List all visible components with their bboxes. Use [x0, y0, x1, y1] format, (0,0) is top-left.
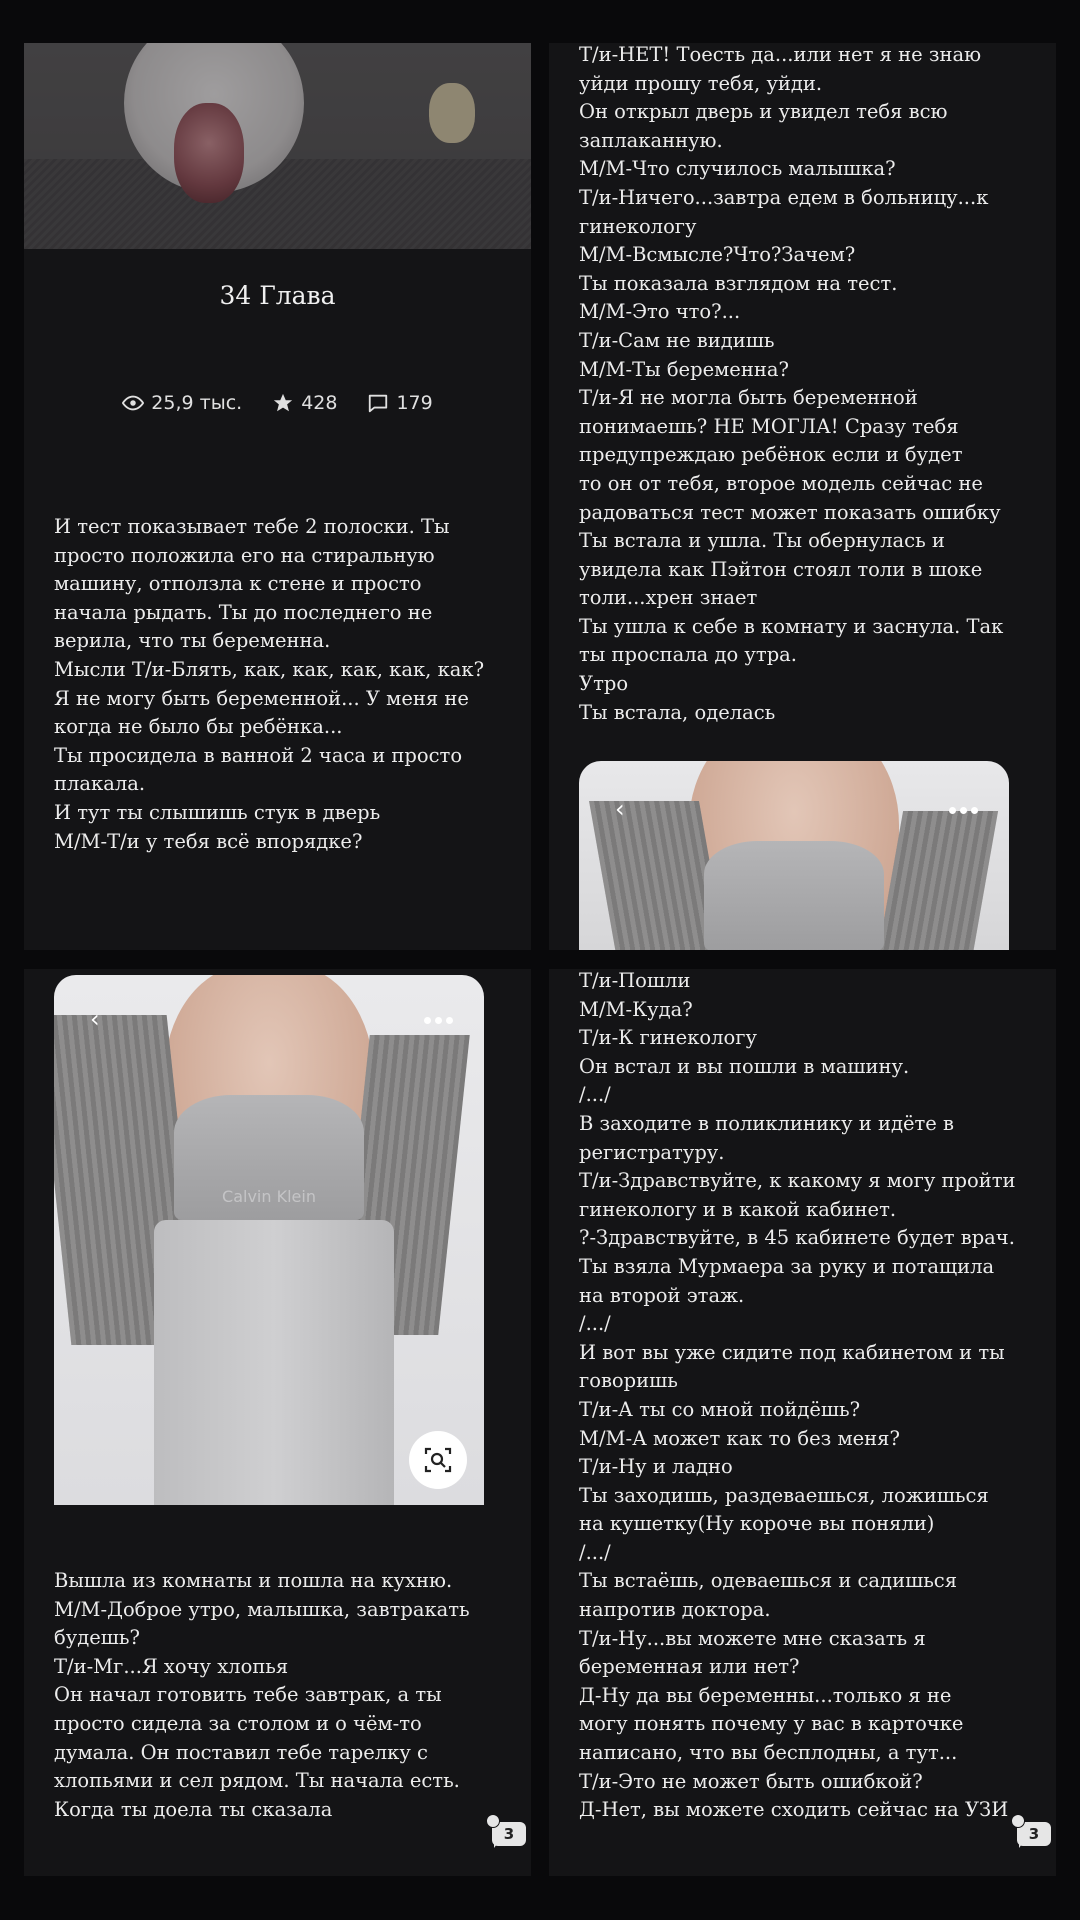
comment-count-badge[interactable]: 3 [1017, 1816, 1053, 1848]
text-line: Ты ушла к себе в комнату и заснула. Так [579, 614, 1004, 638]
text-line: М/М-Всмысле?Что?Зачем? [579, 243, 856, 267]
views-stat [122, 392, 242, 414]
text-line: /.../ [579, 1312, 611, 1336]
text-line: И тут ты слышишь стук в дверь [54, 800, 381, 824]
text-line: Т/и-Ну и ладно [579, 1455, 733, 1479]
comment-icon [367, 392, 389, 414]
story-panel-2 [549, 43, 1056, 950]
text-line: говоришь [579, 1369, 678, 1393]
text-line: будешь? [54, 1626, 140, 1650]
text-line: М/М-Это что?... [579, 300, 741, 324]
text-line: М/М-Что случилось малышка? [579, 157, 896, 181]
chapter-stats [24, 392, 531, 414]
story-panel-1 [24, 43, 531, 950]
text-line: понимаешь? НЕ МОГЛА! Сразу тебя [579, 414, 959, 438]
text-line: просто положила его на стиральную [54, 543, 435, 567]
text-line: М/М-Доброе утро, малышка, завтракать [54, 1597, 470, 1621]
text-line: Когда ты доела ты сказала [54, 1797, 333, 1821]
text-line: Ты просидела в ванной 2 часа и просто [54, 743, 463, 767]
text-line: Ты показала взглядом на тест. [579, 271, 898, 295]
text-line: ты проспала до утра. [579, 643, 797, 667]
text-line: Ты встала, оделась [579, 700, 776, 724]
text-line: на кушетку(Ну короче вы поняли) [579, 1512, 935, 1536]
lens-search-icon [423, 1445, 453, 1475]
text-line: могу понять почему у вас в карточке [579, 1712, 964, 1736]
text-line: Т/и-А ты со мной пойдёшь? [579, 1397, 861, 1421]
text-line: В заходите в поликлинику и идёте в [579, 1111, 955, 1135]
text-line: Т/и-Я не могла быть беременной [579, 386, 918, 410]
story-panel-4 [549, 969, 1056, 1876]
text-line: Т/и-Ну...вы можете мне сказать я [579, 1626, 926, 1650]
text-line: предупреждаю ребёнок если и будет [579, 443, 963, 467]
text-line: И тест показывает тебе 2 полоски. Ты [54, 515, 450, 538]
star-icon [272, 392, 294, 414]
text-line: заплаканную. [579, 128, 723, 152]
text-line: думала. Он поставил тебе тарелку с [54, 1740, 428, 1764]
text-line: написано, что вы бесплодны, а тут... [579, 1741, 958, 1765]
text-line: просто сидела за столом и о чём-то [54, 1711, 422, 1735]
text-line: Он начал готовить тебе завтрак, а ты [54, 1683, 442, 1707]
back-icon[interactable]: ‹ [615, 795, 625, 823]
text-line: плакала. [54, 772, 146, 796]
story-panel-3 [24, 969, 531, 1876]
text-line: регистратуру. [579, 1140, 725, 1164]
text-line: Ты встала и ушла. Ты обернулась и [579, 529, 945, 553]
text-line: уйди прошу тебя, уйди. [579, 71, 823, 95]
text-line: Ты заходишь, раздеваешься, ложишься [579, 1483, 989, 1507]
story-text-2 [579, 43, 1003, 727]
text-line: Ты взяла Мурмаера за руку и потащила [579, 1254, 995, 1278]
text-line: Т/и-Здравствуйте, к какому я могу пройти [579, 1169, 1016, 1193]
more-options-icon[interactable] [949, 807, 978, 814]
chapter-title: 34 Глава [219, 281, 336, 310]
more-options-icon[interactable] [424, 1017, 453, 1024]
text-line: Я не могу быть беременной... У меня не [54, 686, 469, 710]
text-line: гинекологу [579, 214, 697, 238]
text-line: то он от тебя, второе модель сейчас не [579, 471, 983, 495]
text-line: Он встал и вы пошли в машину. [579, 1054, 910, 1078]
text-line: Он открыл дверь и увидел тебя всю [579, 100, 948, 124]
story-text-4 [579, 969, 1016, 1825]
visual-search-button[interactable] [409, 1431, 467, 1489]
comments-stat[interactable] [367, 392, 432, 414]
text-line: увидела как Пэйтон стоял толи в шоке [579, 557, 983, 581]
text-line: начала рыдать. Ты до последнего не [54, 600, 433, 624]
text-line: Д-Ну да вы беременны...только я не [579, 1683, 952, 1707]
text-line: Ты встаёшь, одеваешься и садишься [579, 1569, 958, 1593]
text-line: М/М-А может как то без меня? [579, 1426, 900, 1450]
outfit-photo-preview [579, 761, 1009, 950]
text-line: М/М-Куда? [579, 997, 693, 1021]
stars-stat[interactable] [272, 392, 337, 414]
text-line: радоваться тест может показать ошибку [579, 500, 1001, 524]
views-count: 25,9 тыс. [151, 392, 243, 414]
text-line: верила, что ты беременна. [54, 629, 331, 653]
text-line: Мысли Т/и-Блять, как, как, как, как, как? [54, 657, 485, 681]
text-line: Т/и-НЕТ! Тоесть да...или нет я не знаю [579, 43, 982, 66]
stars-count: 428 [301, 392, 338, 414]
text-line: Т/и-Мг...Я хочу хлопья [54, 1654, 289, 1678]
text-line: Т/и-Пошли [579, 969, 691, 992]
comments-count: 179 [396, 392, 433, 414]
brand-text: Calvin Klein [222, 1187, 316, 1206]
story-text-3 [54, 1567, 470, 1824]
text-line: машину, отползла к стене и просто [54, 572, 422, 596]
text-line: Т/и-Сам не видишь [579, 328, 775, 352]
text-line: толи...хрен знает [579, 586, 758, 610]
text-line: Т/и-Ничего...завтра едем в больницу...к [579, 185, 989, 209]
text-line: Д-Нет, вы можете сходить сейчас на УЗИ [579, 1798, 1009, 1822]
text-line: М/М-Ты беременна? [579, 357, 789, 381]
cover-image [24, 43, 531, 249]
story-text-1 [54, 513, 484, 856]
text-line: М/М-Т/и у тебя всё впорядке? [54, 829, 363, 853]
text-line: /.../ [579, 1083, 611, 1107]
comment-count-badge[interactable]: 3 [492, 1816, 528, 1848]
text-line: Утро [579, 672, 629, 696]
text-line: беременная или нет? [579, 1655, 800, 1679]
text-line: на второй этаж. [579, 1283, 745, 1307]
text-line: когда не было бы ребёнка... [54, 715, 343, 739]
outfit-photo [54, 975, 484, 1505]
text-line: Т/и-К гинекологу [579, 1026, 757, 1050]
back-icon[interactable]: ‹ [90, 1005, 100, 1033]
text-line: напротив доктора. [579, 1598, 771, 1622]
text-line: /.../ [579, 1540, 611, 1564]
text-line: ?-Здравствуйте, в 45 кабинете будет врач. [579, 1226, 1015, 1250]
text-line: Вышла из комнаты и пошла на кухню. [54, 1569, 453, 1592]
text-line: хлопьями и сел рядом. Ты начала есть. [54, 1769, 460, 1793]
text-line: И вот вы уже сидите под кабинетом и ты [579, 1340, 1005, 1364]
text-line: гинекологу и в какой кабинет. [579, 1197, 897, 1221]
text-line: Т/и-Это не может быть ошибкой? [579, 1769, 923, 1793]
eye-icon [122, 392, 144, 414]
